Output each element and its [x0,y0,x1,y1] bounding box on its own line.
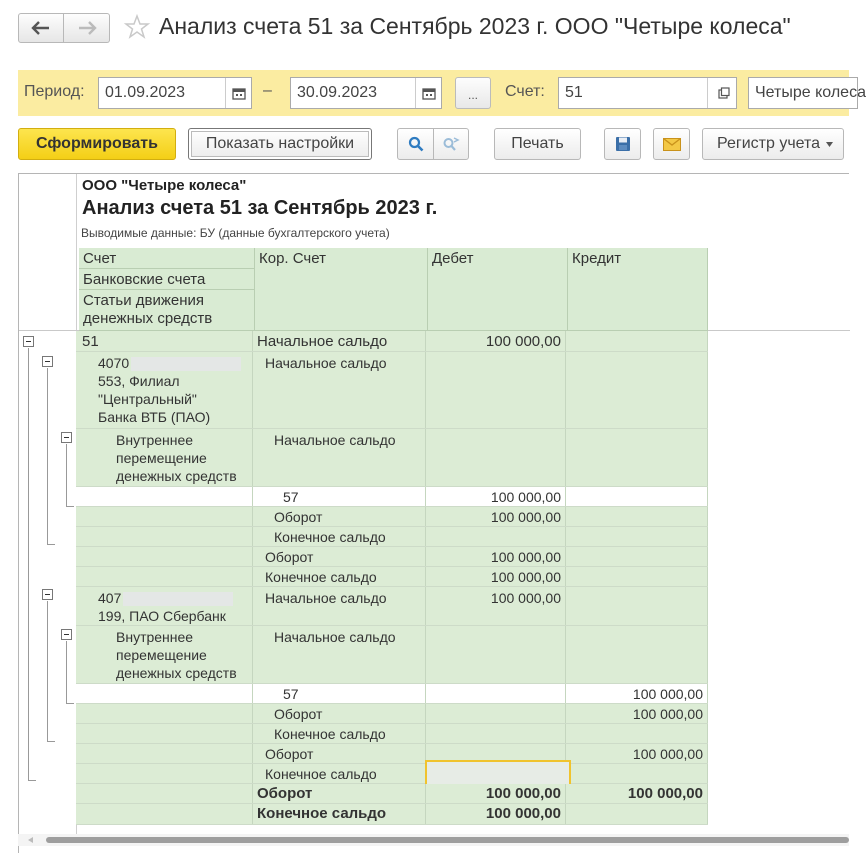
accounting-register-button[interactable] [702,128,844,160]
cell-corr: Оборот [257,785,313,802]
arrow-left-icon [31,21,51,35]
tree-line [47,741,55,742]
table-row[interactable] [76,352,708,429]
cell-debit: 100 000,00 [485,785,561,802]
table-row[interactable] [76,744,708,764]
header-cash-flow-line1: Статьи движения [83,292,205,309]
cell-debit: 100 000,00 [490,549,561,565]
header-corr-account: Кор. Счет [255,248,428,331]
cell-debit: 100 000,00 [490,509,561,525]
period-dash: – [263,82,272,99]
tree-line [66,444,67,506]
print-button[interactable]: Печать [494,128,581,160]
floppy-disk-icon [615,136,631,152]
header-bank-accounts: Банковские счета [79,269,255,290]
table-row[interactable] [76,429,708,487]
header-debit: Дебет [428,248,568,331]
open-window-icon [718,87,730,99]
calendar-from-button[interactable] [225,78,251,108]
find-next-button[interactable] [433,128,469,160]
cell-corr: Оборот [265,549,314,565]
calendar-icon [422,87,436,100]
date-from-field[interactable] [98,77,252,109]
report-title: Анализ счета 51 за Сентябрь 2023 г. [82,197,438,219]
cell-account: 51 [82,333,99,350]
cell-corr: Оборот [274,509,323,525]
organization-value: Четыре колеса [755,84,866,101]
table-row[interactable] [76,527,708,547]
table-row[interactable] [76,547,708,567]
tree-line [66,641,67,703]
horizontal-scrollbar[interactable] [18,834,849,846]
table-row[interactable] [76,507,708,527]
cell-corr: Начальное сальдо [265,590,387,606]
table-row[interactable] [76,764,708,784]
account-field[interactable] [558,77,734,109]
search-icon [408,136,424,152]
tree-line [47,544,55,545]
window-title: Анализ счета 51 за Сентябрь 2023 г. ООО "Четыре колеса" [159,13,791,39]
cell-debit: 100 000,00 [485,333,561,350]
table-row[interactable] [76,331,708,352]
generate-button[interactable]: Сформировать [18,128,176,160]
header-credit: Кредит [568,248,708,331]
cell-debit: 100 000,00 [490,489,561,505]
tree-line [47,368,48,544]
collapse-cashflow-sber-button[interactable] [61,629,72,640]
cell-account [116,628,237,682]
cash-flow-line: Внутреннее [116,629,194,645]
cash-flow-line: денежных средств [116,665,237,681]
account-label: Счет: [505,83,545,100]
cell-corr: Начальное сальдо [265,355,387,371]
period-label: Период: [24,83,85,100]
account-open-button[interactable] [711,77,737,109]
cell-corr: Конечное сальдо [274,529,386,545]
cell-credit: 100 000,00 [627,785,703,802]
date-to-field[interactable] [290,77,442,109]
cash-flow-line: денежных средств [116,468,237,484]
calendar-icon [232,87,246,100]
report-organization: ООО "Четыре колеса" [82,177,247,194]
cell-corr: Начальное сальдо [274,629,396,645]
bank-account-line: 553, Филиал [98,373,180,389]
collapse-bank-vtb-button[interactable] [42,356,53,367]
cell-corr: Начальное сальдо [257,333,388,350]
envelope-icon [663,138,681,151]
bank-account-line: 199, ПАО Сбербанк [98,608,226,624]
dropdown-arrow-icon [826,142,833,147]
favorite-star-icon[interactable] [124,14,150,40]
bank-account-number: 4070 [98,355,130,371]
back-button[interactable] [18,13,64,43]
report-parameters-bar [18,70,866,116]
cash-flow-line: перемещение [116,450,207,466]
cell-corr: Конечное сальдо [274,726,386,742]
table-row[interactable] [76,567,708,587]
arrow-right-icon [77,21,97,35]
scrollbar-thumb[interactable] [46,837,849,843]
cell-corr: Конечное сальдо [265,766,377,782]
cell-debit: 100 000,00 [490,590,561,606]
send-email-button[interactable] [653,128,690,160]
find-button[interactable] [397,128,434,160]
total-row[interactable] [76,804,708,825]
date-to-value: 30.09.2023 [297,84,378,101]
header-cash-flow-line2: денежных средств [83,310,213,327]
table-row[interactable] [76,626,708,684]
cell-debit: 100 000,00 [490,569,561,585]
report-document[interactable] [18,173,849,853]
table-row[interactable] [76,724,708,744]
collapse-bank-sber-button[interactable] [42,589,53,600]
accounting-register-label: Регистр учета [717,135,821,152]
cell-account [98,589,233,625]
table-row[interactable] [76,684,708,704]
tree-line [66,506,74,507]
cash-flow-line: перемещение [116,647,207,663]
tree-line [28,780,36,781]
date-from-value: 01.09.2023 [105,84,186,101]
account-value: 51 [565,84,583,101]
cash-flow-line: Внутреннее [116,432,194,448]
report-subtitle: Выводимые данные: БУ (данные бухгалтерского учета) [81,226,390,240]
cell-corr: Конечное сальдо [265,569,377,585]
total-row[interactable] [76,784,708,804]
show-settings-button[interactable]: Показать настройки [188,128,372,160]
table-row[interactable] [76,704,708,724]
cell-account [116,431,237,485]
collapse-account-group-button[interactable] [23,336,34,347]
cell-corr: 57 [283,489,299,505]
tree-line [28,348,29,780]
header-account: Счет [79,248,255,269]
bank-account-line: Банка ВТБ (ПАО) [98,409,211,425]
table-row[interactable] [76,587,708,626]
select-period-button[interactable]: ... [455,77,491,109]
organization-field[interactable] [748,77,866,109]
bank-account-number: 407 [98,590,122,606]
cell-corr: Начальное сальдо [274,432,396,448]
tree-line [66,703,74,704]
table-row[interactable] [76,487,708,507]
header-cash-flow-items [79,290,255,331]
cell-corr: 57 [283,686,299,702]
masked-account-digits [131,357,241,371]
cell-credit: 100 000,00 [632,706,703,722]
tree-line [47,601,48,741]
masked-account-digits [123,592,233,606]
forward-button[interactable] [64,13,110,43]
scroll-left-icon[interactable] [28,837,33,843]
calendar-to-button[interactable] [415,78,441,108]
cell-corr: Оборот [265,746,314,762]
search-next-icon [442,136,460,152]
cell-corr: Оборот [274,706,323,722]
cell-debit: 100 000,00 [485,805,561,822]
save-button[interactable] [604,128,641,160]
cell-account [98,354,241,426]
collapse-cashflow-vtb-button[interactable] [61,432,72,443]
cell-corr: Конечное сальдо [257,805,387,822]
selected-cell[interactable] [425,760,571,786]
cell-credit: 100 000,00 [632,686,703,702]
cell-credit: 100 000,00 [632,746,703,762]
bank-account-line: "Центральный" [98,391,197,407]
